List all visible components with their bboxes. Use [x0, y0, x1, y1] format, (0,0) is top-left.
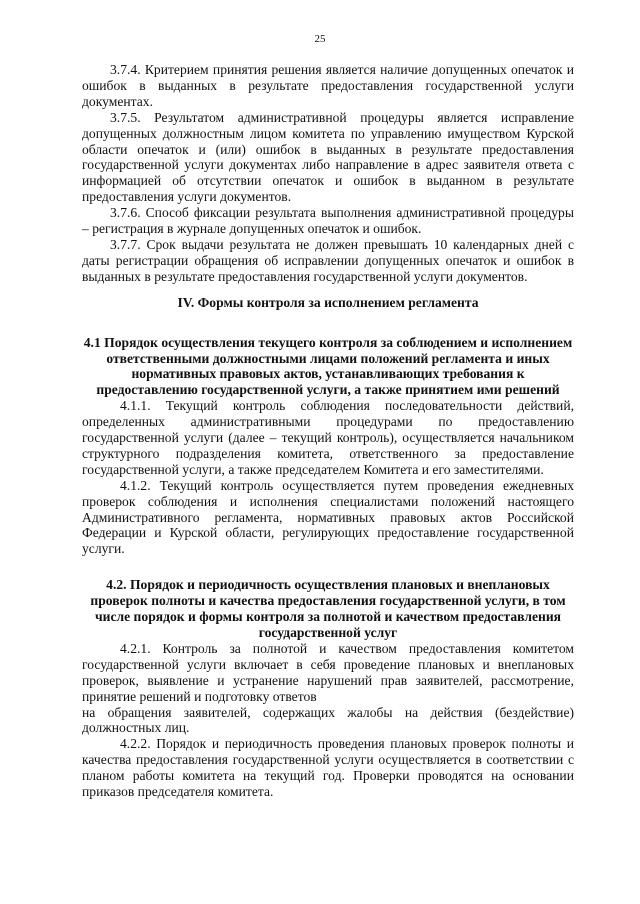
paragraph-3-7-7: 3.7.7. Срок выдачи результата не должен превышать 10 календарных дней с даты регистрации обращения об исправлении допущенных опечаток и ошибок в выданных в результате предоставления государственной услуги документов. [82, 236, 574, 284]
paragraph-4-1-1: 4.1.1. Текущий контроль соблюдения последовательности действий, определенных административными процедурами по предоставлению государственной услуги (далее – текущий контроль), осуществляется начальником структурного подразделения комитета, ответственного за предоставление государственной услуги, а также председателем Комитета и его заместителями. [82, 398, 574, 477]
paragraph-3-7-4: 3.7.4. Критерием принятия решения является наличие допущенных опечаток и ошибок в выданных в результате предоставления государственной услуги документах. [82, 62, 574, 109]
section-iv-title: IV. Формы контроля за исполнением регламента [177, 294, 479, 310]
paragraph-3-7-5: 3.7.5. Результатом административной процедуры является исправление допущенных должностным лицом комитета по управлению имуществом Курской области опечаток и (или) ошибок в выданных в результате предоставления государственной услуги документах либо направление в адрес заявителя ответа с информацией об отсутствии опечаток и ошибок в выданном в результате предоставления услуги документов. [82, 109, 574, 205]
page-number: 25 [314, 33, 326, 45]
paragraph-3-7-6: 3.7.6. Способ фиксации результата выполнения административной процедуры – регистрация в журнале допущенных опечаток и ошибок. [82, 205, 574, 237]
paragraph-4-2-1-continued: на обращения заявителей, содержащих жалобы на действия (бездействие) должностных лиц. [82, 704, 574, 736]
paragraph-4-1-2: 4.1.2. Текущий контроль осуществляется путем проведения ежедневных проверок соблюдения и исполнения специалистами положений настоящего Административного регламента, нормативных правовых актов Российской Федерации и Курской области, регулирующих предоставление государственной услуги. [82, 477, 574, 557]
paragraph-4-2-2: 4.2.2. Порядок и периодичность проведения плановых проверок полноты и качества предоставления государственной услуги осуществляется в соответствии с планом работы комитета на текущий год. Проверки проводятся на основании приказов председателя комитета. [82, 736, 574, 800]
paragraph-4-2-1: 4.2.1. Контроль за полнотой и качеством предоставления комитетом государственной услуги включает в себя проведение плановых и внеплановых проверок, выявление и устранение нарушений прав заявителей, рассмотрение, принятие решений и подготовку ответов [82, 640, 574, 704]
section-4-1-title: 4.1 Порядок осуществления текущего контроля за соблюдением и исполнением ответственными должностными лицами положений регламента и иных нормативных правовых актов, устанавливающих требования к предоставлению государственной услуги, а также принятием ими решений [83, 334, 573, 398]
document-body [82, 62, 574, 800]
section-4-2-title: 4.2. Порядок и периодичность осуществления плановых и внеплановых проверок полноты и качества предоставления государственной услуги, в том числе порядок и формы контроля за полнотой и качеством предоставления государственной услуг [90, 577, 566, 640]
